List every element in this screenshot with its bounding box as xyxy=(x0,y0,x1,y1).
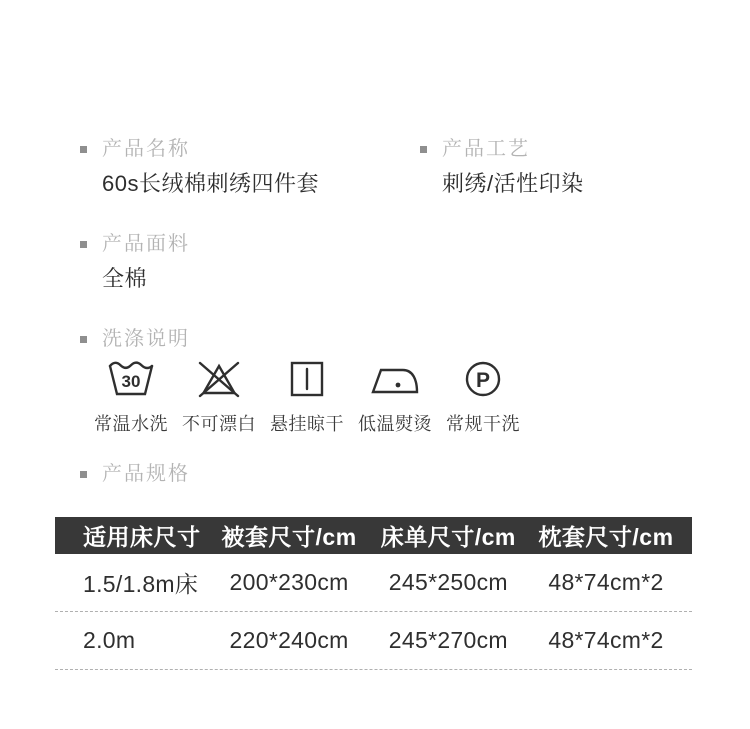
square-bullet-icon xyxy=(80,241,87,248)
product-name-label: 产品名称 xyxy=(102,138,190,160)
spec-cell-sheet-size: 245*270cm xyxy=(388,627,508,653)
hang-dry-icon xyxy=(285,356,329,402)
product-fabric-value: 全棉 xyxy=(102,266,148,291)
section-spec xyxy=(80,463,190,485)
spec-header-duvet-size: 被套尺寸/cm xyxy=(221,524,357,550)
spec-cell-pillow-size: 48*74cm*2 xyxy=(548,569,664,595)
section-heading xyxy=(80,138,319,160)
spec-header-bed-size: 适用床尺寸 xyxy=(83,524,201,550)
section-product-name xyxy=(80,138,319,197)
spec-header-pillow-size: 枕套尺寸/cm xyxy=(538,524,674,550)
wash-item-label: 悬挂晾干 xyxy=(270,414,344,434)
section-product-fabric xyxy=(80,233,190,292)
no-bleach-icon xyxy=(195,356,243,402)
section-product-craft xyxy=(420,138,584,197)
spec-table xyxy=(55,517,692,670)
spec-header-sheet-size: 床单尺寸/cm xyxy=(380,524,516,550)
wash-item-no-bleach xyxy=(175,356,263,436)
wash-item-hang-dry xyxy=(263,356,351,436)
product-craft-label: 产品工艺 xyxy=(442,138,530,160)
dry-clean-p-icon xyxy=(461,356,505,402)
square-bullet-icon xyxy=(420,146,427,153)
square-bullet-icon xyxy=(80,471,87,478)
section-washing xyxy=(80,328,190,350)
washing-icons-row xyxy=(87,356,527,436)
spec-cell-pillow-size: 48*74cm*2 xyxy=(548,627,664,653)
section-heading xyxy=(80,463,190,485)
spec-table-row xyxy=(55,612,692,670)
product-craft-value: 刺绣/活性印染 xyxy=(442,171,584,196)
iron-low-temp-icon xyxy=(369,356,421,402)
product-fabric-label: 产品面料 xyxy=(102,233,190,255)
spec-table-header xyxy=(55,517,692,554)
spec-label: 产品规格 xyxy=(102,463,190,485)
section-heading xyxy=(420,138,584,160)
product-name-value: 60s长绒棉刺绣四件套 xyxy=(102,171,319,196)
spec-cell-sheet-size: 245*250cm xyxy=(388,569,508,595)
spec-cell-duvet-size: 200*230cm xyxy=(229,569,349,595)
section-heading xyxy=(80,233,190,255)
spec-cell-bed-size: 1.5/1.8m床 xyxy=(83,571,199,597)
wash-item-label: 不可漂白 xyxy=(182,414,256,434)
spec-table-row xyxy=(55,554,692,612)
wash-30-icon xyxy=(105,356,157,402)
washing-label: 洗涤说明 xyxy=(102,328,190,350)
square-bullet-icon xyxy=(80,146,87,153)
wash-item-normal-temp xyxy=(87,356,175,436)
wash-item-label: 低温熨烫 xyxy=(358,414,432,434)
svg-text:30: 30 xyxy=(121,372,141,391)
wash-item-label: 常规干洗 xyxy=(446,414,520,434)
wash-item-low-iron xyxy=(351,356,439,436)
wash-item-dry-clean xyxy=(439,356,527,436)
svg-text:P: P xyxy=(475,369,491,392)
spec-cell-bed-size: 2.0m xyxy=(83,627,136,653)
square-bullet-icon xyxy=(80,336,87,343)
wash-item-label: 常温水洗 xyxy=(94,414,168,434)
spec-cell-duvet-size: 220*240cm xyxy=(229,627,349,653)
section-heading xyxy=(80,328,190,350)
